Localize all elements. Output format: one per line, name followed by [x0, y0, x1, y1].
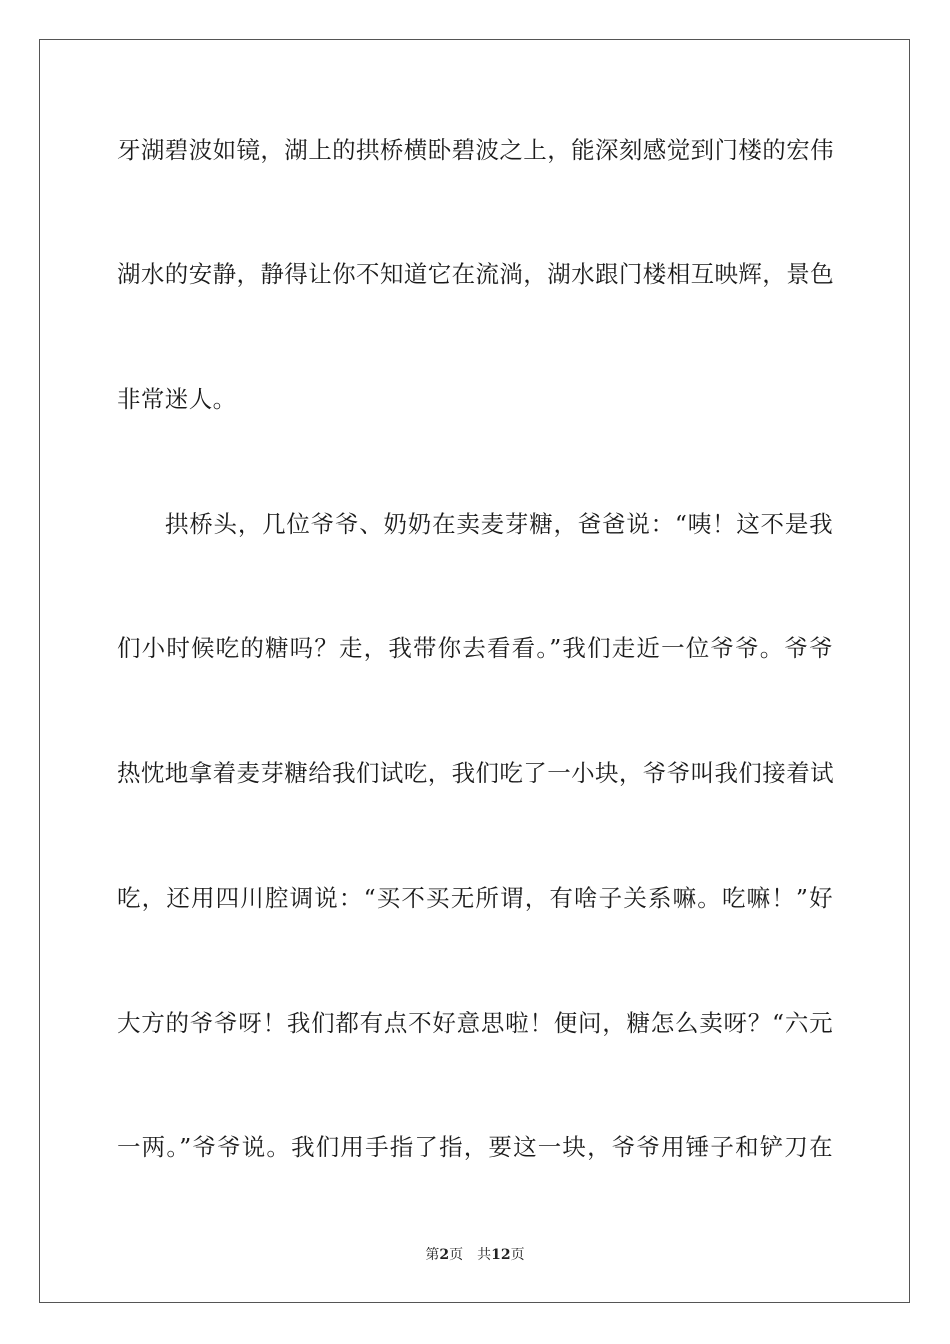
page-footer — [0, 1246, 950, 1264]
total-pages: 12 — [491, 1247, 511, 1263]
text-line: 吃，还用四川腔调说：“买不买无所谓，有啥子关系嘛。吃嘛！”好 — [117, 884, 833, 912]
page-border — [39, 39, 910, 1303]
text-line: 非常迷人。 — [117, 385, 237, 413]
total-label-prefix: 共 — [477, 1247, 492, 1263]
page-label-prefix: 第 — [425, 1247, 440, 1263]
text-line: 热忱地拿着麦芽糖给我们试吃，我们吃了一小块，爷爷叫我们接着试 — [117, 759, 834, 787]
text-line: 牙湖碧波如镜，湖上的拱桥横卧碧波之上，能深刻感觉到门楼的宏伟 — [117, 136, 834, 164]
text-line: 湖水的安静，静得让你不知道它在流淌，湖水跟门楼相互映辉，景色 — [117, 260, 834, 288]
text-line: 大方的爷爷呀！我们都有点不好意思啦！便问，糖怎么卖呀？“六元 — [117, 1009, 833, 1037]
text-line: 一两。”爷爷说。我们用手指了指，要这一块，爷爷用锤子和铲刀在 — [117, 1133, 833, 1161]
text-line: 拱桥头，几位爷爷、奶奶在卖麦芽糖，爸爸说：“咦！这不是我 — [165, 510, 833, 538]
page-label-suffix: 页 — [449, 1247, 464, 1263]
text-line: 们小时候吃的糖吗？走，我带你去看看。”我们走近一位爷爷。爷爷 — [117, 634, 833, 662]
page-number: 2 — [439, 1247, 450, 1263]
total-label-suffix: 页 — [510, 1247, 525, 1263]
